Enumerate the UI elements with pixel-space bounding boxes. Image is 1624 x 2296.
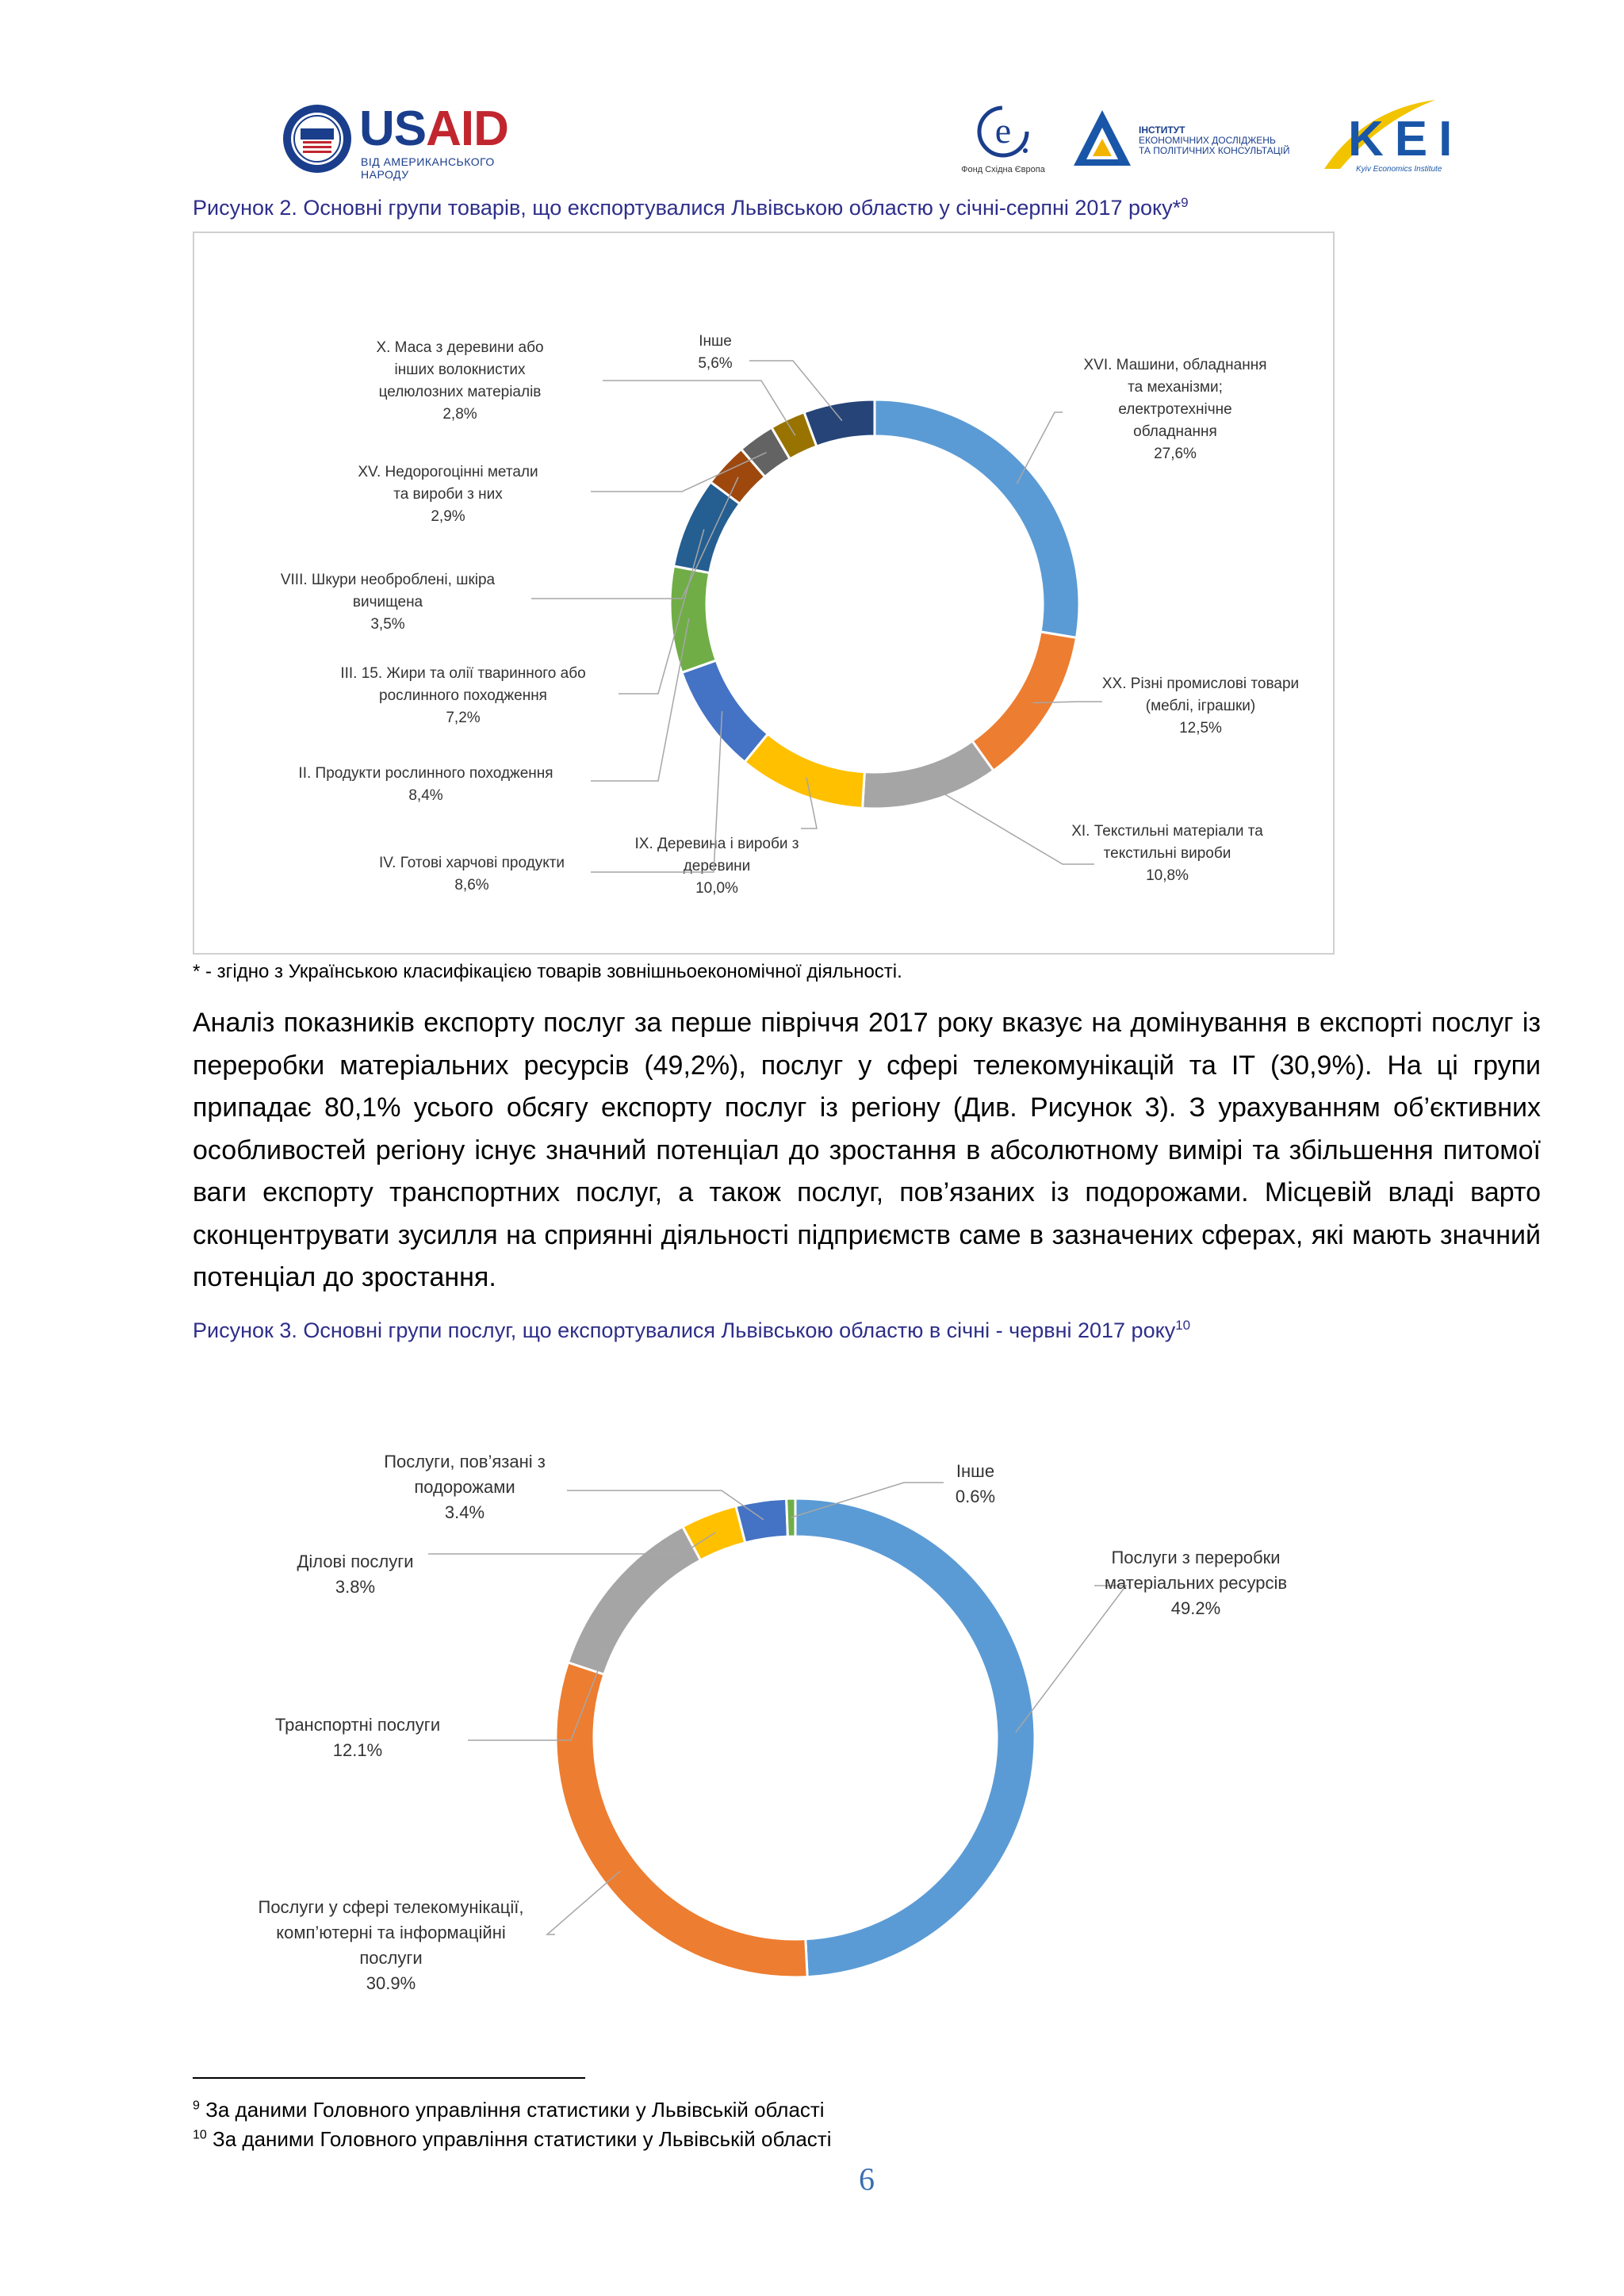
figure2-caption: Рисунок 2. Основні групи товарів, що експортувалися Львівською областю у січні-серпні 2017 року*$^9$ [193,195,1189,220]
slice-label: Послуги, пов’язані з подорожами 3.4% [384,1452,546,1522]
ier-name: ІНСТИТУТ ЕКОНОМІЧНИХ ДОСЛІДЖЕНЬ ТА ПОЛІТИЧНИХ КОНСУЛЬТАЦІЙ [1139,124,1290,156]
slice-label: IV. Готові харчові продукти 8,6% [378,855,565,894]
slice-label: Послуги у сфері телекомунікації, комп’ютерні та інформаційні послуги 30.9% [258,1897,524,1993]
slice-label: IX. Деревина і вироби з деревини 10,0% [634,836,799,897]
slice-label: Ділові послуги 3.8% [297,1552,414,1597]
slice-label: VIII. Шкури необроблені, шкіра вичищена 3,5% [280,572,496,633]
analysis-paragraph: Аналіз показників експорту послуг за перше півріччя 2017 року вказує на домінування в експорті послуг із переробки матеріальних ресурсів (49,2%), послуг у сфері телекомунікацій та ІТ (30,9%). На ці групи припадає 80,1% усього обсягу експорту послуг із регіону (Див. Рисунок 3). З урахуванням об’єктивних особливостей регіону існує значний потенціал до зростання в абсолютному вимірі та збільшення питомої ваги експорту транспортних послуг, а також послуг, пов’язаних із подорожами. Місцевій владі варто сконцентрувати зусилля на сприянні діяльності підприємств саме в зазначених сферах, які мають значний потенціал до зростання. [193,1008,1541,1292]
usaid-wordmark: USAID [359,101,508,156]
svg-text:е: е [994,110,1012,151]
page-number: 6 [859,2161,875,2197]
footnote-9: $^9$ За даними Головного управління статистики у Львівській області [193,2098,825,2122]
footnote-10: $^{10}$ За даними Головного управління статистики у Львівській області [193,2127,832,2151]
kei-subtitle: Kyiv Economics Institute [1356,165,1442,174]
slice-label: X. Маса з деревини або інших волокнистих целюлозних матеріалів 2,8% [376,339,544,423]
slice-label: Транспортні послуги 12.1% [274,1715,441,1760]
slice-label: Інше 5,6% [698,333,733,372]
slice-label: XVI. Машини, обладнання та механізми; електротехнічне обладнання 27,6% [1083,357,1267,462]
foundation-name: Фонд Східна Європа [961,165,1045,174]
leader-line [1016,1586,1126,1732]
slice-label: XV. Недорогоцінні метали та вироби з них 2,9% [358,464,538,525]
slice-label: Послуги з переробки матеріальних ресурсів 49.2% [1104,1548,1288,1618]
usaid-subtitle: ВІД АМЕРИКАНСЬКОГО НАРОДУ [361,155,495,181]
donut-slice [787,1498,795,1536]
slice-label: XX. Різні промислові товари (меблі, іграшки) 12,5% [1101,675,1300,737]
slice-label: XI. Текстильні матеріали та текстильні вироби 10,8% [1071,823,1263,884]
slice-label: III. 15. Жири та олії тваринного або рослинного походження 7,2% [340,665,586,726]
slice-label: Інше 0.6% [955,1461,996,1506]
footnote-separator [193,2077,585,2079]
donut-slice [556,1663,807,1977]
kei-wordmark: KEI [1348,112,1464,166]
donut-slice [795,1498,1035,1977]
figure2-note: * - згідно з Українською класифікацією товарів зовнішньоекономічної діяльності. [193,961,902,982]
leader-line [547,1871,620,1934]
figure3-caption: Рисунок 3. Основні групи послуг, що експортувалися Львівською областю в січні - червні 2017 року$^{10}$ [193,1318,1191,1342]
donut-slice [568,1527,700,1674]
slice-label: II. Продукти рослинного походження 8,4% [298,765,553,804]
